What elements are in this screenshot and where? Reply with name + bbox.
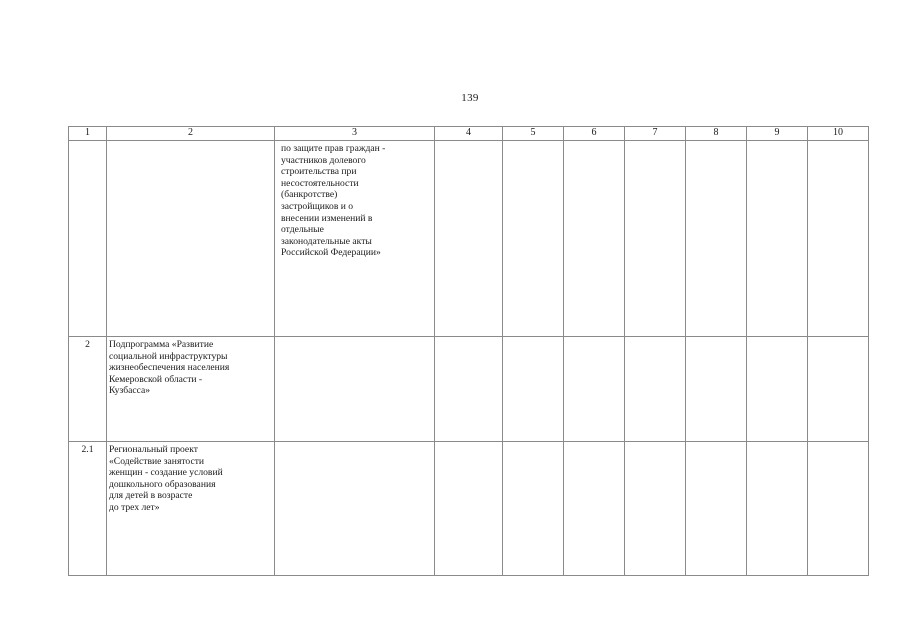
column-header: 3 <box>275 127 435 141</box>
row-name: Подпрограмма «Развитие социальной инфраструктуры жизнеобеспечения населения Кемеровской области - Кузбасса» <box>107 337 275 442</box>
empty-cell <box>435 442 503 576</box>
empty-cell <box>686 141 747 337</box>
table-row <box>69 442 869 576</box>
row-description <box>275 337 435 442</box>
empty-cell <box>564 442 625 576</box>
empty-cell <box>808 141 869 337</box>
column-header: 7 <box>625 127 686 141</box>
program-table <box>68 126 869 576</box>
empty-cell <box>503 141 564 337</box>
table-row <box>69 337 869 442</box>
empty-cell <box>686 442 747 576</box>
column-header: 1 <box>69 127 107 141</box>
row-name <box>107 141 275 337</box>
empty-cell <box>625 141 686 337</box>
row-number <box>69 141 107 337</box>
empty-cell <box>747 337 808 442</box>
empty-cell <box>625 337 686 442</box>
empty-cell <box>564 337 625 442</box>
page-number: 139 <box>461 92 479 104</box>
empty-cell <box>808 442 869 576</box>
row-number: 2 <box>69 337 107 442</box>
column-header: 8 <box>686 127 747 141</box>
empty-cell <box>435 141 503 337</box>
column-header: 10 <box>808 127 869 141</box>
row-description <box>275 442 435 576</box>
row-number: 2.1 <box>69 442 107 576</box>
column-header: 9 <box>747 127 808 141</box>
column-header: 5 <box>503 127 564 141</box>
empty-cell <box>686 337 747 442</box>
empty-cell <box>747 442 808 576</box>
row-description: по защите прав граждан - участников долевого строительства при несостоятельности (банкротстве) застройщиков и о внесении изменений в отдельные законодательные акты Российской Федерации» <box>275 141 435 337</box>
table-header-row <box>69 127 869 141</box>
empty-cell <box>503 337 564 442</box>
empty-cell <box>564 141 625 337</box>
column-header: 4 <box>435 127 503 141</box>
empty-cell <box>625 442 686 576</box>
empty-cell <box>808 337 869 442</box>
empty-cell <box>503 442 564 576</box>
table-row <box>69 141 869 337</box>
empty-cell <box>747 141 808 337</box>
row-name: Региональный проект «Содействие занятости женщин - создание условий дошкольного образования для детей в возрасте до трех лет» <box>107 442 275 576</box>
column-header: 2 <box>107 127 275 141</box>
column-header: 6 <box>564 127 625 141</box>
empty-cell <box>435 337 503 442</box>
